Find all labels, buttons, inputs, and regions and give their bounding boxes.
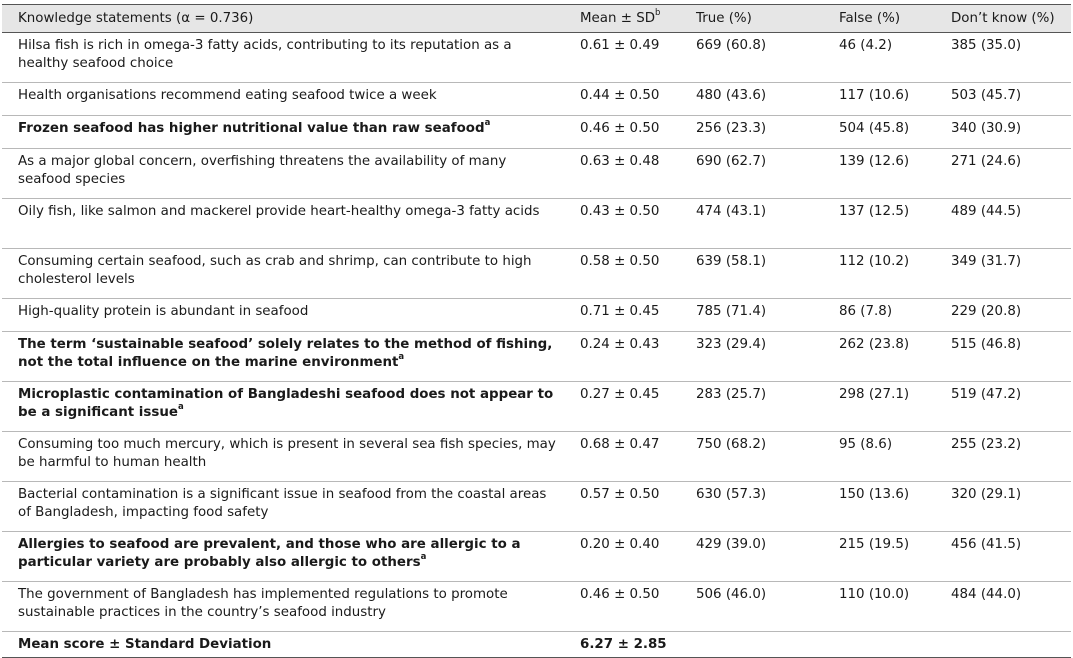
table-row	[2, 149, 1071, 199]
mean-sd-cell: 0.46 ± 0.50	[580, 587, 660, 602]
dont-know-cell: 489 (44.5)	[951, 204, 1022, 219]
mean-sd-cell: 0.63 ± 0.48	[580, 154, 660, 169]
true-cell: 690 (62.7)	[696, 154, 767, 169]
mean-sd-cell: 0.71 ± 0.45	[580, 304, 660, 319]
dont-know-cell: 385 (35.0)	[951, 38, 1022, 53]
summary-empty-dont-know	[923, 632, 1071, 658]
false-cell: 110 (10.0)	[839, 587, 910, 602]
statement-cell	[2, 582, 558, 632]
statement-cell	[2, 299, 558, 332]
statement-text: Hilsa fish is rich in omega-3 fatty acids, contributing to its reputation as a healthy seafood choice	[18, 38, 512, 71]
table-row	[2, 482, 1071, 532]
statement-footnote: a	[177, 402, 184, 412]
table-row	[2, 532, 1071, 582]
dont-know-cell: 503 (45.7)	[951, 88, 1022, 103]
false-cell: 262 (23.8)	[839, 337, 910, 352]
header-false: False (%)	[839, 10, 901, 26]
header-mean-sd	[558, 5, 678, 33]
true-cell: 323 (29.4)	[696, 337, 767, 352]
dont-know-cell: 320 (29.1)	[951, 487, 1022, 502]
false-cell: 298 (27.1)	[839, 387, 910, 402]
true-cell: 785 (71.4)	[696, 304, 767, 319]
summary-empty-false	[801, 632, 923, 658]
table-row	[2, 382, 1071, 432]
statement-cell	[2, 116, 558, 149]
table-row	[2, 332, 1071, 382]
table-row	[2, 299, 1071, 332]
header-statement: Knowledge statements (α = 0.736)	[18, 10, 254, 26]
mean-sd-cell: 0.58 ± 0.50	[580, 254, 660, 269]
false-cell: 139 (12.6)	[839, 154, 910, 169]
dont-know-cell: 519 (47.2)	[951, 387, 1022, 402]
mean-sd-cell: 0.61 ± 0.49	[580, 38, 660, 53]
dont-know-cell: 229 (20.8)	[951, 304, 1022, 319]
table-row	[2, 33, 1071, 83]
statement-text: Microplastic contamination of Bangladeshi seafood does not appear to be a significant issue	[18, 387, 554, 420]
false-cell: 150 (13.6)	[839, 487, 910, 502]
summary-label: Mean score ± Standard Deviation	[18, 637, 272, 652]
mean-sd-cell: 0.20 ± 0.40	[580, 537, 660, 552]
summary-value: 6.27 ± 2.85	[580, 637, 667, 652]
table-row	[2, 582, 1071, 632]
mean-sd-cell: 0.68 ± 0.47	[580, 437, 660, 452]
dont-know-cell: 456 (41.5)	[951, 537, 1022, 552]
table-row	[2, 83, 1071, 116]
statement-cell	[2, 532, 558, 582]
statement-text: Consuming certain seafood, such as crab and shrimp, can contribute to high cholesterol levels	[18, 254, 532, 287]
statement-footnote: a	[420, 552, 427, 562]
true-cell: 750 (68.2)	[696, 437, 767, 452]
dont-know-cell: 484 (44.0)	[951, 587, 1022, 602]
statement-cell	[2, 249, 558, 299]
true-cell: 480 (43.6)	[696, 88, 767, 103]
statement-cell	[2, 199, 558, 249]
true-cell: 669 (60.8)	[696, 38, 767, 53]
statement-cell	[2, 83, 558, 116]
statement-text: Health organisations recommend eating seafood twice a week	[18, 88, 437, 103]
statement-text: Oily fish, like salmon and mackerel provide heart-healthy omega-3 fatty acids	[18, 204, 540, 219]
table-row	[2, 116, 1071, 149]
true-cell: 506 (46.0)	[696, 587, 767, 602]
statement-cell	[2, 432, 558, 482]
mean-sd-cell: 0.27 ± 0.45	[580, 387, 660, 402]
mean-sd-cell: 0.57 ± 0.50	[580, 487, 660, 502]
table-row	[2, 432, 1071, 482]
false-cell: 504 (45.8)	[839, 121, 910, 136]
dont-know-cell: 255 (23.2)	[951, 437, 1022, 452]
mean-sd-cell: 0.44 ± 0.50	[580, 88, 660, 103]
false-cell: 117 (10.6)	[839, 88, 910, 103]
table-header-row	[2, 5, 1071, 33]
header-dont-know: Don’t know (%)	[951, 10, 1055, 26]
summary-row	[2, 632, 1071, 658]
statement-text: As a major global concern, overfishing threatens the availability of many seafood species	[18, 154, 507, 187]
true-cell: 256 (23.3)	[696, 121, 767, 136]
summary-empty-true	[678, 632, 801, 658]
header-true: True (%)	[696, 10, 752, 26]
false-cell: 215 (19.5)	[839, 537, 910, 552]
dont-know-cell: 271 (24.6)	[951, 154, 1022, 169]
statement-text: Bacterial contamination is a significant issue in seafood from the coastal areas of Bangladesh, impacting food safety	[18, 487, 547, 520]
true-cell: 283 (25.7)	[696, 387, 767, 402]
false-cell: 46 (4.2)	[839, 38, 893, 53]
statement-cell	[2, 332, 558, 382]
true-cell: 630 (57.3)	[696, 487, 767, 502]
statement-footnote: a	[484, 118, 491, 128]
true-cell: 639 (58.1)	[696, 254, 767, 269]
false-cell: 137 (12.5)	[839, 204, 910, 219]
mean-sd-cell: 0.24 ± 0.43	[580, 337, 660, 352]
header-mean-footnote: b	[655, 7, 661, 18]
knowledge-table	[2, 4, 1071, 658]
statement-text: The government of Bangladesh has implemented regulations to promote sustainable practices in the country’s seafood industry	[18, 587, 508, 620]
statement-text: Frozen seafood has higher nutritional value than raw seafood	[18, 121, 485, 136]
statement-cell	[2, 33, 558, 83]
true-cell: 429 (39.0)	[696, 537, 767, 552]
dont-know-cell: 515 (46.8)	[951, 337, 1022, 352]
statement-text: The term ‘sustainable seafood’ solely relates to the method of fishing, not the total influence on the marine environment	[18, 337, 553, 370]
statement-cell	[2, 382, 558, 432]
true-cell: 474 (43.1)	[696, 204, 767, 219]
table-row	[2, 249, 1071, 299]
false-cell: 95 (8.6)	[839, 437, 893, 452]
statement-text: High-quality protein is abundant in seafood	[18, 304, 309, 319]
mean-sd-cell: 0.43 ± 0.50	[580, 204, 660, 219]
statement-footnote: a	[398, 352, 405, 362]
table-row	[2, 199, 1071, 249]
statement-cell	[2, 482, 558, 532]
statement-text: Consuming too much mercury, which is present in several sea fish species, may be harmful to human health	[18, 437, 556, 470]
dont-know-cell: 349 (31.7)	[951, 254, 1022, 269]
header-mean-label: Mean ± SD	[580, 10, 656, 26]
mean-sd-cell: 0.46 ± 0.50	[580, 121, 660, 136]
dont-know-cell: 340 (30.9)	[951, 121, 1022, 136]
false-cell: 86 (7.8)	[839, 304, 893, 319]
statement-text: Allergies to seafood are prevalent, and those who are allergic to a particular variety are probably also allergic to others	[18, 537, 521, 570]
statement-cell	[2, 149, 558, 199]
false-cell: 112 (10.2)	[839, 254, 910, 269]
